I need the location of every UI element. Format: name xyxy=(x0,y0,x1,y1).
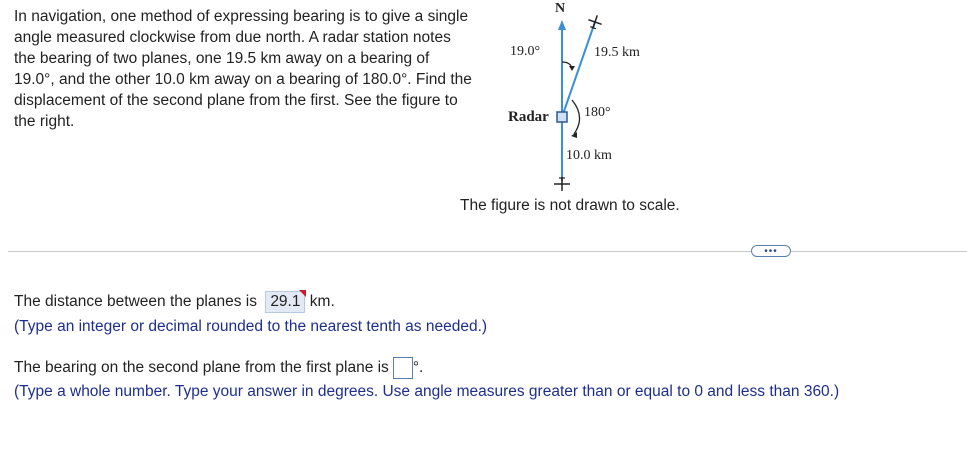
section-divider xyxy=(8,251,967,252)
plane1-icon xyxy=(586,13,604,31)
question1-hint: (Type an integer or decimal rounded to the nearest tenth as needed.) xyxy=(14,318,488,335)
bearing-answer-input[interactable] xyxy=(393,357,413,379)
question2-hint: (Type a whole number. Type your answer in degrees. Use angle measures greater than or equal to 0 and less than 360.) xyxy=(14,383,840,400)
angle1-label: 19.0° xyxy=(510,44,541,59)
angle2-arc xyxy=(572,100,580,134)
north-label: N xyxy=(555,1,566,16)
figure-caption: The figure is not drawn to scale. xyxy=(460,197,680,214)
more-options-button[interactable]: ••• xyxy=(751,245,791,257)
question2-suffix: °. xyxy=(412,359,424,377)
question1 xyxy=(14,291,335,313)
distance2-label: 10.0 km xyxy=(566,148,612,163)
radar-icon xyxy=(557,112,567,122)
question1-prefix: The distance between the planes is xyxy=(14,293,257,310)
distance-answer-field[interactable] xyxy=(265,291,305,313)
radar-label: Radar xyxy=(508,109,549,125)
distance-answer-value: 29.1 xyxy=(270,293,301,310)
bearing-diagram xyxy=(500,0,670,200)
north-arrow-head xyxy=(558,20,566,30)
question2-prefix: The bearing on the second plane from the first plane is xyxy=(14,359,389,377)
distance1-label: 19.5 km xyxy=(594,45,640,60)
question1-unit: km. xyxy=(309,293,335,310)
problem-text: In navigation, one method of expressing bearing is to give a single angle measured clockwise from due north. A radar station notes the bearing of two planes, one 19.5 km away on a bearing of 19.0°, and the other 10.0 km away on a bearing of 180.0°. Find the displacement of the second plane from the first. See the figure to the right. xyxy=(14,8,472,130)
bearing-figure xyxy=(500,0,670,200)
incorrect-flag-icon xyxy=(299,290,306,297)
angle2-label: 180° xyxy=(584,105,611,120)
question2 xyxy=(14,357,423,379)
angle1-arc-arrow xyxy=(569,66,575,71)
plane2-icon xyxy=(554,177,570,191)
plane1-line xyxy=(562,22,595,117)
